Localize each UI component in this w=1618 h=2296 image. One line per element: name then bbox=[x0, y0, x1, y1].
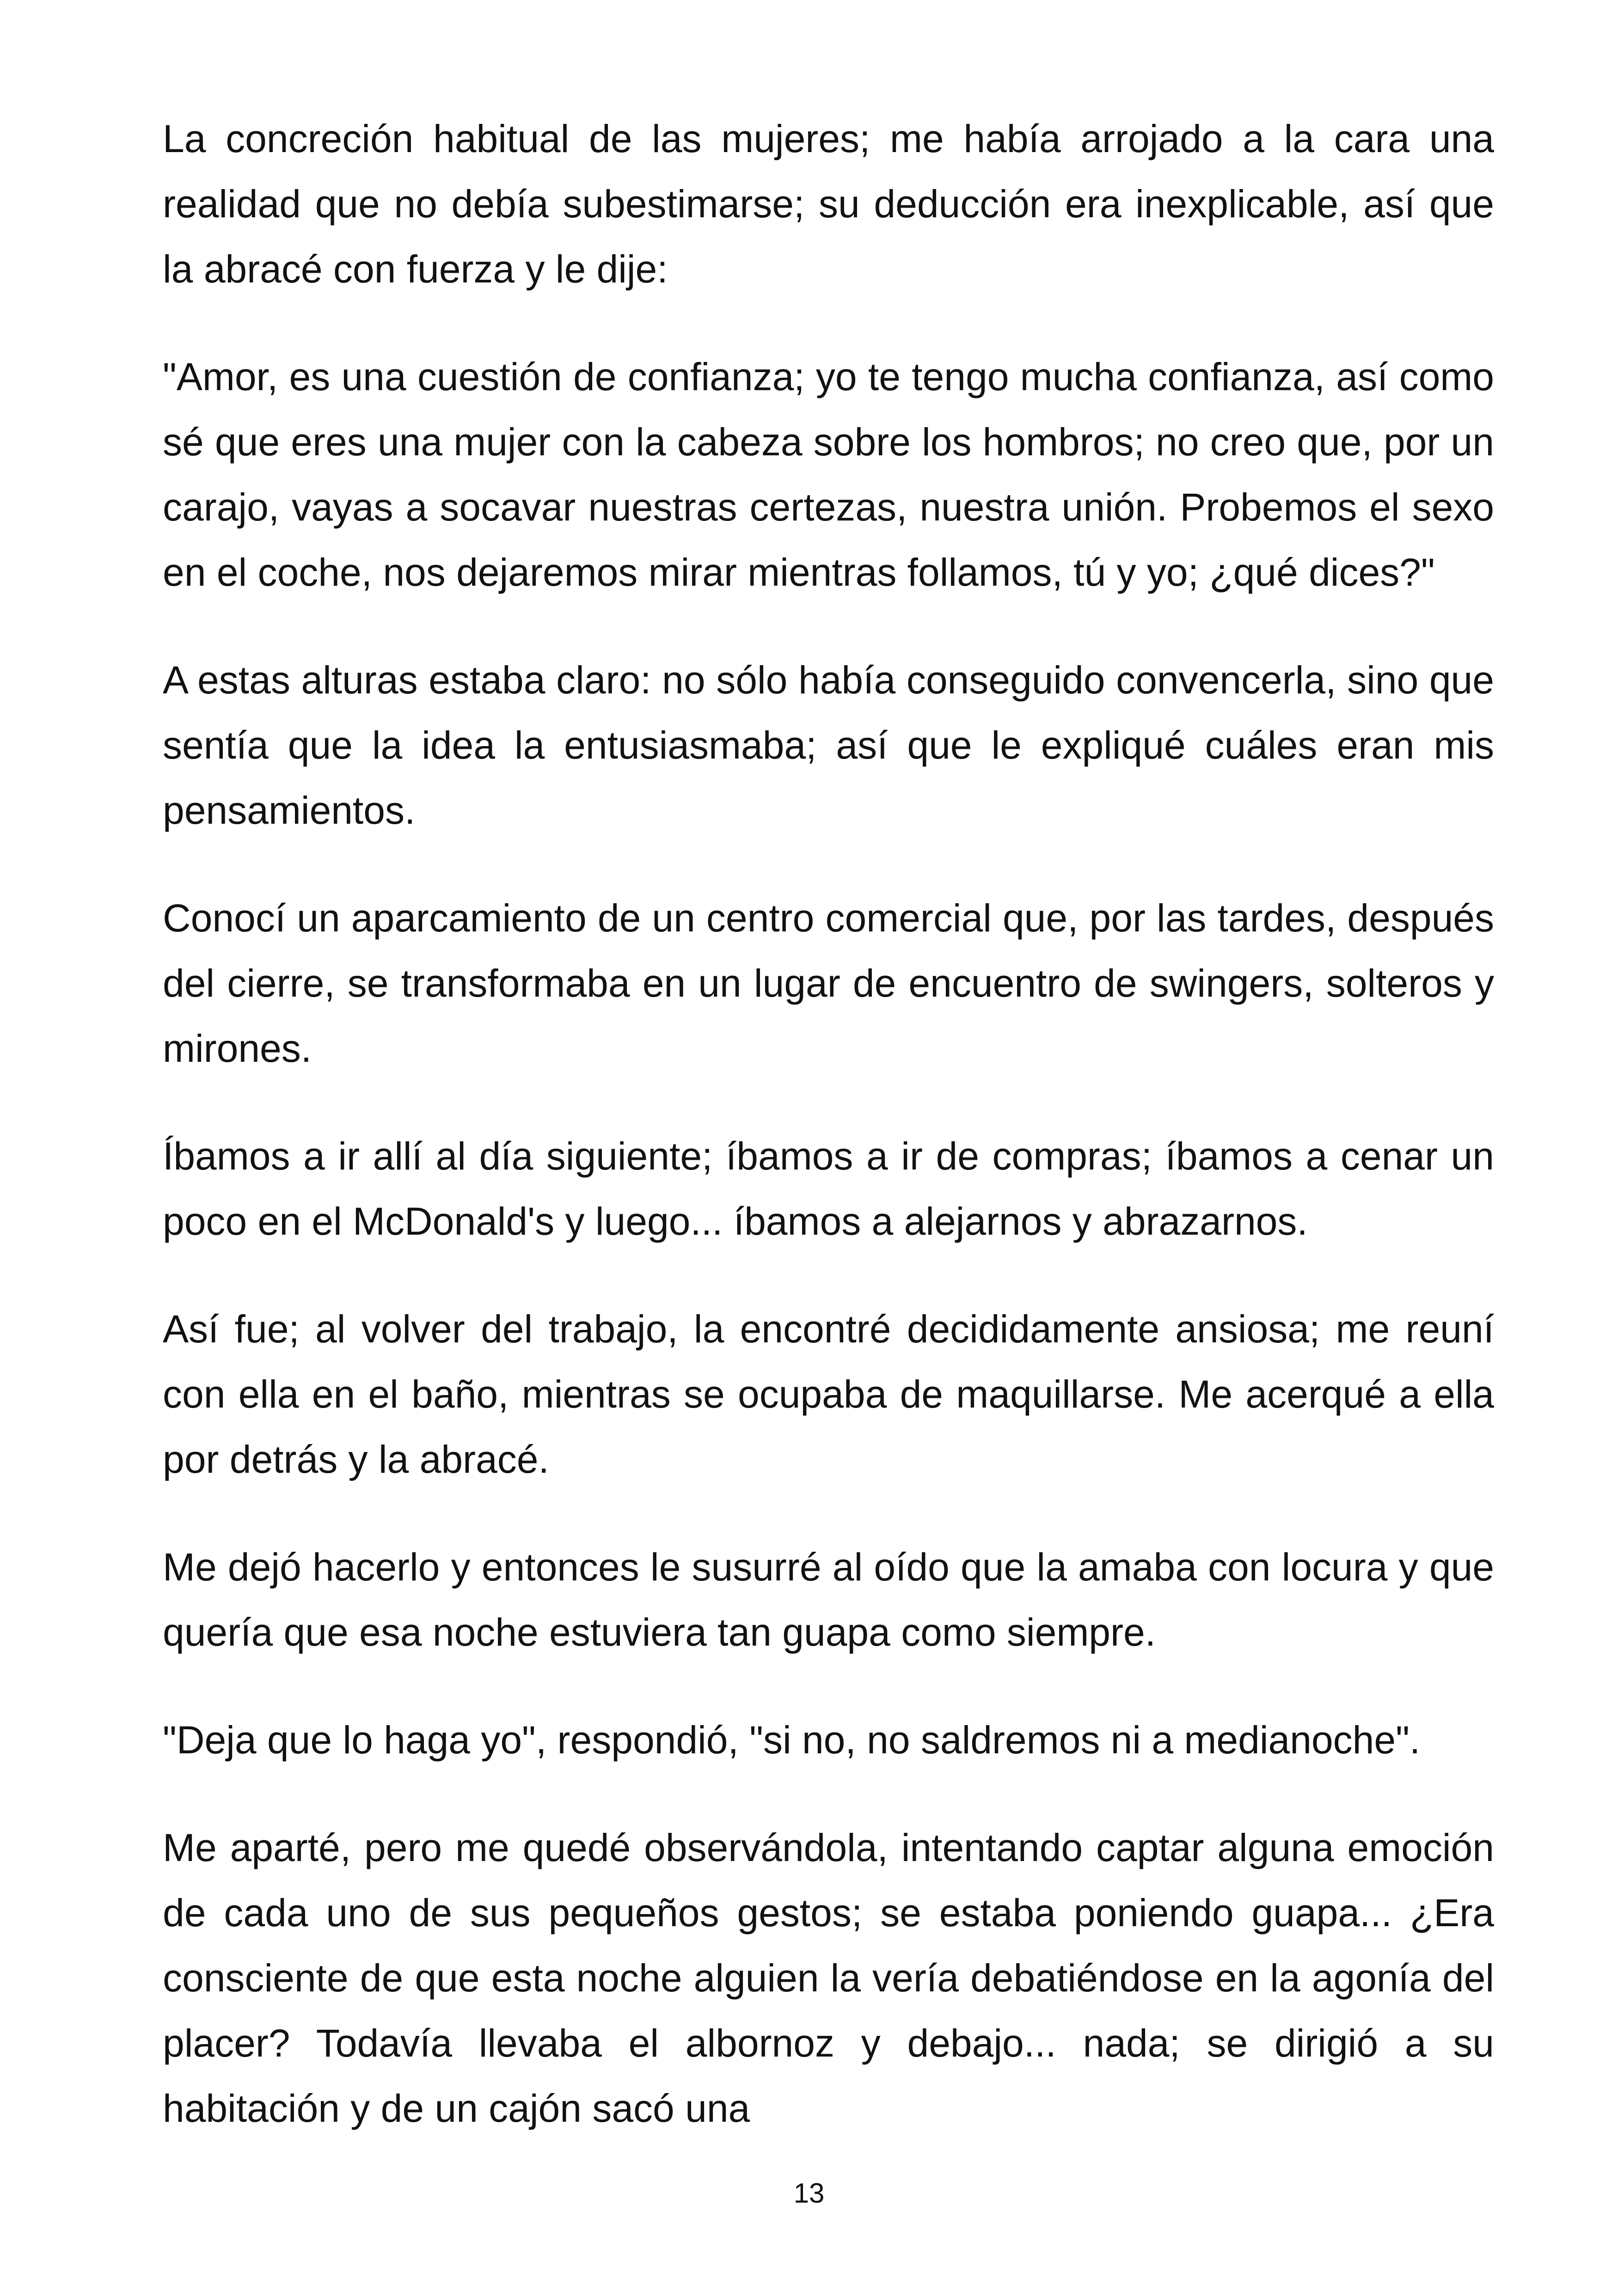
body-text bbox=[163, 106, 1494, 2141]
paragraph-5: Íbamos a ir allí al día siguiente; íbamos a ir de compras; íbamos a cenar un poco en el McDonald's y luego... íbamos a alejarnos y abrazarnos. bbox=[163, 1134, 1494, 1243]
paragraph-4: Conocí un aparcamiento de un centro comercial que, por las tardes, después del cierre, se transformaba en un lugar de encuentro de swingers, solteros y mirones. bbox=[163, 896, 1494, 1070]
paragraph-9: Me aparté, pero me quedé observándola, intentando captar alguna emoción de cada uno de sus pequeños gestos; se estaba poniendo guapa... ¿Era consciente de que esta noche alguien la vería debatiéndose en la agonía del placer? Todavía llevaba el albornoz y debajo... nada; se dirigió a su habitación y de un cajón sacó una bbox=[163, 1826, 1494, 2130]
page-number: 13 bbox=[793, 2178, 825, 2209]
paragraph-2: "Amor, es una cuestión de confianza; yo te tengo mucha confianza, así como sé que eres una mujer con la cabeza sobre los hombros; no creo que, por un carajo, vayas a socavar nuestras certezas, nuestra unión. Probemos el sexo en el coche, nos dejaremos mirar mientras follamos, tú y yo; ¿qué dices?" bbox=[163, 355, 1494, 594]
paragraph-3: A estas alturas estaba claro: no sólo había conseguido convencerla, sino que sentía que la idea la entusiasmaba; así que le expliqué cuáles eran mis pensamientos. bbox=[163, 658, 1494, 832]
paragraph-1: La concreción habitual de las mujeres; me había arrojado a la cara una realidad que no debía subestimarse; su deducción era inexplicable, así que la abracé con fuerza y le dije: bbox=[163, 117, 1494, 291]
paragraph-6: Así fue; al volver del trabajo, la encontré decididamente ansiosa; me reuní con ella en el baño, mientras se ocupaba de maquillarse. Me acerqué a ella por detrás y la abracé. bbox=[163, 1307, 1494, 1481]
paragraph-8: "Deja que lo haga yo", respondió, "si no, no saldremos ni a medianoche". bbox=[163, 1718, 1421, 1762]
paragraph-7: Me dejó hacerlo y entonces le susurré al oído que la amaba con locura y que quería que esa noche estuviera tan guapa como siempre. bbox=[163, 1545, 1494, 1654]
